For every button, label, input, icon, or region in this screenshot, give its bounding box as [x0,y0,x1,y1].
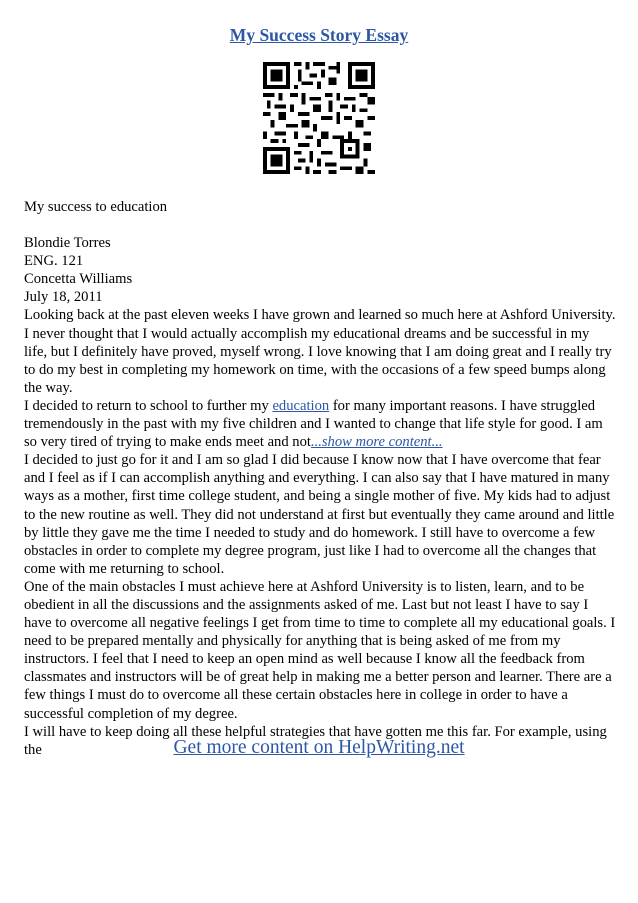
paragraph-4: One of the main obstacles I must achieve here at Ashford University is to listen, learn, and to be obedient in all the discussions and the assignments asked of me. Last but not least I have to say I have to overcome all negative feelings I get from time to time to complete all my educational goals. I need to be prepared mentally and physically for anything that is being asked of me from my instructors. I feel that I need to keep an open mind as well because I know all the feedback from classmates and instructors will be of great help in making me a better person and learner. There are a few things I must do to overcome all these certain obstacles here in college in order to have a successful completion of my degree. [24,578,616,722]
paragraph-2-text-start: I decided to return to school to further my [24,397,273,414]
paragraph-2 [24,397,616,451]
course-code: ENG. 121 [24,253,84,270]
paragraph-5: I will have to keep doing all these helpful strategies that have gotten me this far. For example, using the [24,723,607,758]
essay-date: July 18, 2011 [24,289,103,306]
qr-code-icon [263,62,375,174]
show-more-link[interactable]: ...show more content... [310,434,443,451]
document-title[interactable]: My Success Story Essay [229,25,409,45]
paragraph-2-text-end: for many important reasons. I have struggled tremendously in the past with my five children and I wanted to change that life style for good. I am so very tired of trying to make ends meet and not [24,397,603,451]
helpwriting-link[interactable]: Get more content on HelpWriting.net [173,737,465,758]
paragraph-1: Looking back at the past eleven weeks I have grown and learned so much here at Ashford University. I never thought that I would actually accomplish my educational dreams and be successful in my life, but I definitely have proved, myself wrong. I love knowing that I am doing great and I really try to do my best in completing my homework on time, with the occasions of a few speed bumps along the way. [24,307,616,396]
paragraph-3: I decided to just go for it and I am so glad I did because I know now that I have overcome that fear and I feel as if I can accomplish anything and everything. I can also say that I have matured in many ways as a mother, first time college student, and being a single mother of five. My kids had to adjust to the new routine as well. They did not understand at first but eventually they came around and little by little they gave me the time I needed to study and do homework. I still have to overcome a few obstacles in order to complete my degree program, just like I had to overcome all the changes that come with me returning to school. [24,452,615,577]
author-name: Blondie Torres [24,235,111,252]
instructor-name: Concetta Williams [24,271,133,288]
education-link[interactable]: education [272,397,330,414]
essay-subtitle: My success to education [24,199,168,215]
essay-body [24,198,616,759]
